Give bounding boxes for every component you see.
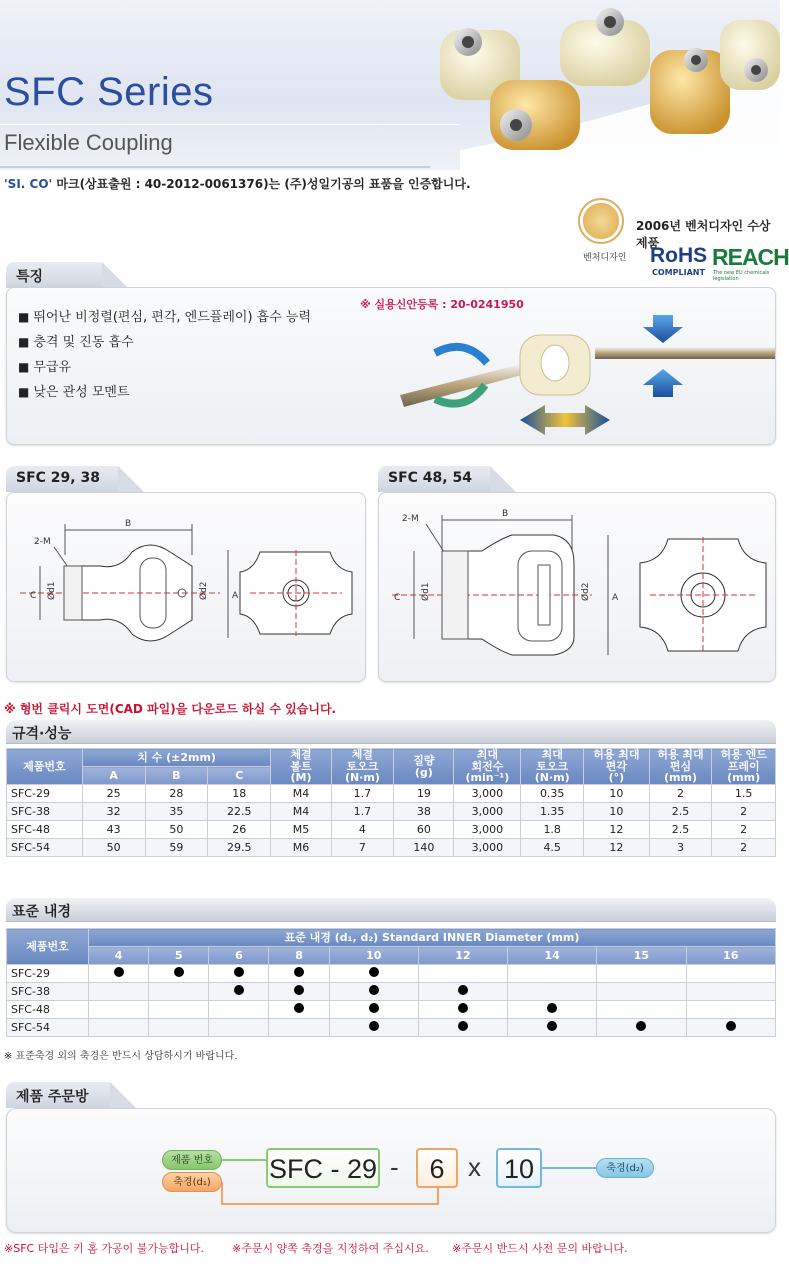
table-row [7,1001,776,1019]
title-divider [0,124,460,125]
bore-availability-cell [209,1001,269,1019]
bore-title: 표준 내경 [12,904,71,920]
cell-product: SFC-54 [7,839,83,857]
product-photo-collage [420,0,780,170]
dim-d2-label: Ød2 [581,582,591,601]
available-dot-icon [726,1021,736,1031]
bore-availability-cell [508,983,597,1001]
footer-note-inquiry: ※주문시 반드시 사전 문의 바랍니다. [452,1242,628,1255]
table-cell: 59 [145,839,208,857]
cell-product: SFC-38 [7,983,89,1001]
table-row [7,983,776,1001]
col-bore-size: 10 [329,947,418,965]
table-cell: 50 [82,839,145,857]
bore-availability-cell [508,1001,597,1019]
bore-availability-cell [686,965,776,983]
bore-availability-cell [209,1019,269,1037]
col-max-torque: 최대 토오크 (N·m) [521,749,584,785]
table-cell: 0.35 [521,785,584,803]
bore-availability-cell [209,983,269,1001]
reach-tagline: The new EU chemicals legislation [713,270,770,282]
award-text: 2006년 벤처디자인 수상제품 [636,219,771,250]
table-row [7,1019,776,1037]
table-cell: 2.5 [649,803,712,821]
rotation-arrow-top [435,347,487,363]
header-bottom-divider [0,166,430,168]
table-row [7,965,776,983]
dim-b-label: B [125,519,132,529]
bore-availability-cell [149,983,209,1001]
features-title: 특징 [16,269,44,285]
order-model-box: SFC - 29 [266,1148,380,1188]
table-cell: 3,000 [454,803,521,821]
dim-d1-label: Ød1 [47,581,57,600]
table-cell: 60 [394,821,454,839]
bore-availability-cell [597,965,686,983]
order-dash: - [390,1152,399,1182]
dim-m-label: 2-M [34,537,51,547]
col-mass: 질량 (g) [394,749,454,785]
available-dot-icon [294,985,304,995]
table-cell: 2 [712,821,776,839]
award-caption: 벤처디자인 [583,253,627,263]
table-cell: 2 [712,839,776,857]
table-row [7,785,776,803]
bore-availability-cell [418,983,507,1001]
available-dot-icon [174,967,184,977]
drawing-right-header [378,466,490,492]
table-cell: M5 [271,821,331,839]
footer-note-keyway: ※SFC 타입은 키 홈 가공이 불가능합니다. [4,1242,204,1255]
dim-a-label: A [612,593,619,603]
table-cell: 35 [145,803,208,821]
available-dot-icon [369,1021,379,1031]
feature-item: ■ 무급유 [18,356,71,375]
table-cell: 3 [649,839,712,857]
table-cell: 12 [584,839,650,857]
dim-m-label: 2-M [402,514,419,524]
dim-b-label: B [502,509,509,519]
col-bolt: 체결 볼트 (M) [271,749,331,785]
table-cell: M6 [271,839,331,857]
bore-availability-cell [269,965,329,983]
trademark-text: 마크(상표출원 : 40-2012-0061376)는 (주)성일기공의 표품을 인증합니다. [52,177,471,191]
available-dot-icon [114,967,124,977]
table-cell: 10 [584,785,650,803]
bore-availability-cell [329,1001,418,1019]
rohs-logo: RoHS [650,244,708,267]
order-times: x [468,1152,481,1182]
col-bore-size: 16 [686,947,776,965]
cell-product: SFC-48 [7,1001,89,1019]
table-cell: 1.7 [331,785,394,803]
dim-c-label: C [30,591,37,601]
dim-d2-label: Ød2 [199,581,209,600]
table-cell: 1.5 [712,785,776,803]
table-row [7,803,776,821]
available-dot-icon [458,1003,468,1013]
spec-table [6,748,776,857]
bore-availability-cell [149,965,209,983]
dim-d1-label: Ød1 [421,582,431,601]
bore-availability-cell [597,1001,686,1019]
table-cell: 28 [145,785,208,803]
table-cell: 32 [82,803,145,821]
table-row [7,821,776,839]
available-dot-icon [458,985,468,995]
bore-availability-cell [597,1019,686,1037]
order-label-product: 제품 번호 [162,1150,222,1170]
available-dot-icon [369,967,379,977]
table-cell: 4.5 [521,839,584,857]
table-cell: 7 [331,839,394,857]
table-cell: 1.8 [521,821,584,839]
col-bore-size: 6 [209,947,269,965]
table-cell: 12 [584,821,650,839]
col-max-rpm: 최대 회전수 (min⁻¹) [454,749,521,785]
axial-arrow [520,405,610,435]
col-bore-size: 4 [89,947,149,965]
available-dot-icon [458,1021,468,1031]
bore-availability-cell [149,1001,209,1019]
cad-download-note: ※ 형번 클릭시 도면(CAD 파일)을 다운로드 하실 수 있습니다. [4,702,337,716]
available-dot-icon [294,967,304,977]
col-dim-c: C [208,767,271,785]
bore-availability-cell [329,965,418,983]
drawing-left-header [6,466,118,492]
col-endplay: 허용 엔드 프레이 (mm) [712,749,776,785]
bore-availability-cell [269,1001,329,1019]
table-cell: 50 [145,821,208,839]
table-cell: M4 [271,803,331,821]
bore-availability-cell [418,965,507,983]
col-bore-size: 15 [597,947,686,965]
table-cell: 4 [331,821,394,839]
trademark-mark: 'SI. CO' [4,177,53,191]
bore-availability-cell [89,983,149,1001]
dim-a-label: A [232,591,239,601]
table-cell: 1.35 [521,803,584,821]
table-cell: 38 [394,803,454,821]
drawing-left-title: SFC 29, 38 [16,470,100,486]
spec-title: 규격·성능 [12,726,72,742]
bore-note: ※ 표준축경 외의 축경은 반드시 상담하시기 바랍니다. [4,1051,238,1062]
radial-arrow-up [643,369,683,397]
table-cell: 43 [82,821,145,839]
col-dimensions: 치 수 (±2mm) [82,749,271,767]
available-dot-icon [369,985,379,995]
bore-availability-cell [269,983,329,1001]
drawing-sfc-29-38 [20,510,360,670]
table-cell: 3,000 [454,821,521,839]
table-cell: 10 [584,803,650,821]
table-cell: 25 [82,785,145,803]
bore-availability-cell [597,983,686,1001]
reach-logo: REACH [712,244,789,270]
col-bore-size: 14 [508,947,597,965]
available-dot-icon [636,1021,646,1031]
order-section-header [6,1082,110,1108]
coupling-photo-2 [490,80,580,150]
table-row [7,839,776,857]
feature-item: ■ 낮은 관성 모멘트 [18,381,130,400]
cell-product: SFC-48 [7,821,83,839]
page-subtitle: Flexible Coupling [4,130,173,155]
order-label-bore-d1: 축경(d₁) [162,1172,222,1192]
bore-availability-cell [89,965,149,983]
trademark-notice [4,175,471,192]
available-dot-icon [547,1003,557,1013]
available-dot-icon [547,1021,557,1031]
right-shaft [595,347,775,359]
bore-availability-cell [89,1019,149,1037]
table-cell: 18 [208,785,271,803]
table-cell: 26 [208,821,271,839]
table-cell: M4 [271,785,331,803]
table-cell: 19 [394,785,454,803]
col-torque: 체결 토오크 (N·m) [331,749,394,785]
table-cell: 3,000 [454,785,521,803]
drawing-sfc-48-54 [392,505,772,675]
cell-product: SFC-29 [7,965,89,983]
feature-item: ■ 뛰어난 비정렬(편심, 편각, 엔드플레이) 흡수 능력 [18,306,311,325]
bore-availability-cell [508,965,597,983]
available-dot-icon [234,967,244,977]
table-cell: 1.7 [331,803,394,821]
bore-availability-cell [508,1019,597,1037]
table-cell: 2 [649,785,712,803]
bore-availability-cell [418,1001,507,1019]
col-max-offset: 허용 최대 편심 (mm) [649,749,712,785]
rohs-compliant-label: COMPLIANT [652,268,705,277]
col-max-angle: 허용 최대 편각 (°) [584,749,650,785]
dim-c-label: C [394,593,401,603]
col-bore-size: 5 [149,947,209,965]
cell-product: SFC-38 [7,803,83,821]
col-bore-size: 12 [418,947,507,965]
available-dot-icon [234,985,244,995]
footer-note-bores: ※주문시 양쪽 축경을 지정하여 주십시요. [232,1242,429,1255]
bore-availability-cell [269,1019,329,1037]
table-cell: 3,000 [454,839,521,857]
bore-availability-cell [329,1019,418,1037]
table-cell: 2.5 [649,821,712,839]
bore-availability-cell [686,1019,776,1037]
cell-product: SFC-54 [7,1019,89,1037]
bore-availability-cell [89,1001,149,1019]
available-dot-icon [294,1003,304,1013]
order-title: 제품 주문방 [16,1089,89,1105]
order-label-bore-d2: 축경(d₂) [596,1158,654,1178]
radial-arrow-down [643,315,683,343]
bore-availability-cell [329,983,418,1001]
patent-number: ※ 실용신안등록 : 20-0241950 [360,298,524,311]
bore-availability-cell [418,1019,507,1037]
col-inner-diameter: 표준 내경 (d₁, d₂) Standard INNER Diameter (mm) [89,929,776,947]
bore-availability-cell [686,983,776,1001]
col-product: 제품번호 [7,929,89,965]
col-dim-a: A [82,767,145,785]
drawing-right-title: SFC 48, 54 [388,470,472,486]
bore-availability-cell [149,1019,209,1037]
order-d2-box: 10 [496,1148,542,1188]
col-dim-b: B [145,767,208,785]
page-title: SFC Series [4,70,214,114]
col-bore-size: 8 [269,947,329,965]
col-product: 제품번호 [7,749,83,785]
venture-design-seal [578,198,624,244]
table-cell: 29.5 [208,839,271,857]
table-cell: 22.5 [208,803,271,821]
features-section-header [6,262,102,288]
feature-item: ■ 충격 및 진동 흡수 [18,331,134,350]
coupling-motion-illustration [395,315,775,440]
available-dot-icon [369,1003,379,1013]
bore-section-header [6,898,776,922]
table-cell: 140 [394,839,454,857]
bore-availability-cell [209,965,269,983]
cell-product: SFC-29 [7,785,83,803]
bore-availability-cell [686,1001,776,1019]
order-d1-box: 6 [416,1148,458,1188]
bore-table [6,928,776,1037]
table-cell: 2 [712,803,776,821]
spec-section-header [6,720,776,744]
